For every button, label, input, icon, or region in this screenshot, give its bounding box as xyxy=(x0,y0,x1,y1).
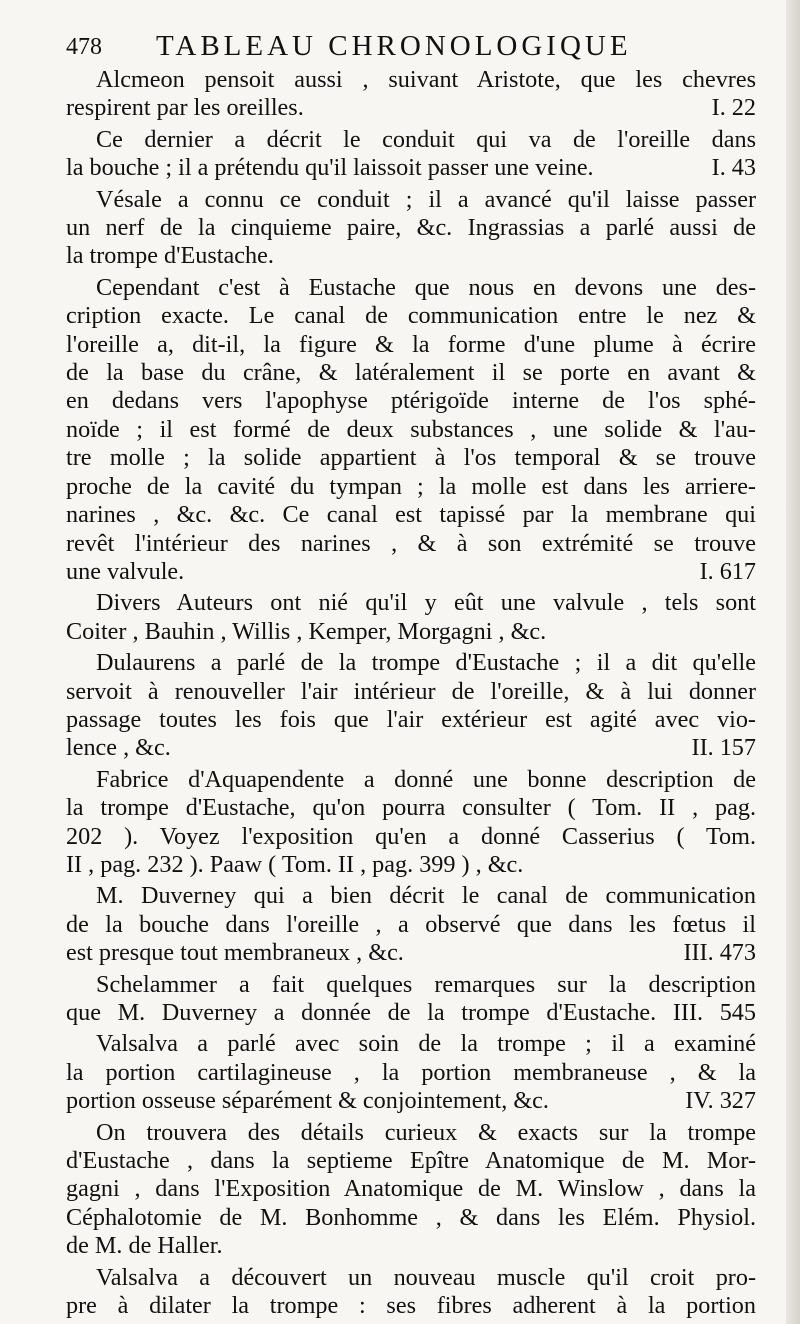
text-line: la portion cartilagineuse , la portion membraneuse , & la xyxy=(66,1058,756,1086)
text-line: Alcmeon pensoit aussi , suivant Aristote, que les chevres xyxy=(96,66,756,93)
text-line: 202 ). Voyez l'exposition qu'en a donné Casserius ( Tom. xyxy=(66,822,756,850)
text-line: un nerf de la cinquieme paire, &c. Ingrassias a parlé aussi de xyxy=(66,214,756,242)
paragraph xyxy=(66,186,756,271)
text-line: Vésale a connu ce conduit ; il a avancé qu'il laisse passer xyxy=(96,185,756,213)
text-line: d'Eustache , dans la septieme Epître Anatomique de M. Mor- xyxy=(66,1147,756,1175)
running-head xyxy=(66,30,756,68)
line-text: lence , &c. xyxy=(66,734,171,762)
paragraph xyxy=(66,274,756,586)
text-line: de M. de Haller. xyxy=(66,1232,223,1260)
text-line: Fabrice d'Aquapendente a donné une bonne description de xyxy=(96,765,756,793)
text-line: Divers Auteurs ont nié qu'il y eût une valvule , tels sont xyxy=(96,589,756,617)
volume-reference: II. 157 xyxy=(691,734,756,762)
line-text: est presque tout membraneux , &c. xyxy=(66,939,404,967)
text-line: cription exacte. Le canal de communication entre le nez & xyxy=(66,302,756,330)
text-line: la trompe d'Eustache, qu'on pourra consulter ( Tom. II , pag. xyxy=(66,794,756,822)
line-text: une valvule. xyxy=(66,557,185,585)
text-line xyxy=(66,734,756,762)
text-body xyxy=(66,66,756,1323)
text-line: narines , &c. &c. Ce canal est tapissé par la membrane qui xyxy=(66,501,756,529)
text-line: Ce dernier a décrit le conduit qui va de l'oreille dans xyxy=(96,125,756,153)
volume-reference: IV. 327 xyxy=(685,1087,756,1115)
volume-reference: I. 43 xyxy=(711,154,756,182)
text-line: passage toutes les fois que l'air extérieur est agité avec vio- xyxy=(66,705,756,733)
paragraph xyxy=(66,1030,756,1115)
text-line: revêt l'intérieur des narines , & à son extrémité se trouve xyxy=(66,529,756,557)
paragraph xyxy=(66,766,756,880)
line-text: la bouche ; il a prétendu qu'il laissoit passer une veine. xyxy=(66,154,594,182)
line-text: respirent par les oreilles. xyxy=(66,94,304,122)
text-line: tre molle ; la solide appartient à l'os temporal & se trouve xyxy=(66,444,756,472)
paragraph xyxy=(66,66,756,123)
text-line xyxy=(66,94,756,122)
running-title: TABLEAU CHRONOLOGIQUE xyxy=(156,30,632,62)
paragraph xyxy=(66,126,756,183)
volume-reference: III. 473 xyxy=(683,939,756,967)
text-line: servoit à renouveller l'air intérieur de l'oreille, & à lui donner xyxy=(66,677,756,705)
text-line: M. Duverney qui a bien décrit le canal de communication xyxy=(96,882,756,910)
text-line: II , pag. 232 ). Paaw ( Tom. II , pag. 399 ) , &c. xyxy=(66,850,524,878)
paragraph xyxy=(66,1264,756,1321)
text-line: de la base du crâne, & latéralement il se porte en avant & xyxy=(66,359,756,387)
text-line: noïde ; il est formé de deux substances , une solide & l'au- xyxy=(66,415,756,443)
text-line: en dedans vers l'apophyse ptérigoïde interne de l'os sphé- xyxy=(66,387,756,415)
paragraph xyxy=(66,971,756,1028)
text-line: Dulaurens a parlé de la trompe d'Eustache ; il a dit qu'elle xyxy=(96,649,756,677)
text-line: Schelammer a fait quelques remarques sur la description xyxy=(96,970,756,998)
page-number: 478 xyxy=(66,34,102,60)
paragraph xyxy=(66,649,756,763)
text-line: de la bouche dans l'oreille , a observé que dans les fœtus il xyxy=(66,910,756,938)
text-line: pre à dilater la trompe : ses fibres adherent à la portion xyxy=(66,1292,756,1320)
paragraph xyxy=(66,882,756,967)
text-line: Valsalva a parlé avec soin de la trompe ; il a examiné xyxy=(96,1030,756,1058)
text-line xyxy=(66,154,756,182)
text-line: l'oreille a, dit-il, la figure & la forme d'une plume à écrire xyxy=(66,330,756,358)
text-line xyxy=(66,558,756,586)
volume-reference: I. 617 xyxy=(699,557,756,585)
text-line: Valsalva a découvert un nouveau muscle qu'il croit pro- xyxy=(96,1263,756,1291)
volume-reference: I. 22 xyxy=(711,94,756,122)
paragraph xyxy=(66,589,756,646)
text-line: On trouvera des détails curieux & exacts sur la trompe xyxy=(96,1118,756,1146)
line-text: portion osseuse séparément & conjointement, &c. xyxy=(66,1087,549,1115)
text-line: gagni , dans l'Exposition Anatomique de M. Winslow , dans la xyxy=(66,1175,756,1203)
paragraph xyxy=(66,1119,756,1261)
text-line xyxy=(66,939,756,967)
page-edge-shadow xyxy=(786,0,800,1324)
text-line xyxy=(66,1087,756,1115)
text-line: Cependant c'est à Eustache que nous en devons une des- xyxy=(96,273,756,301)
text-line: Céphalotomie de M. Bonhomme , & dans les Elém. Physiol. xyxy=(66,1203,756,1231)
text-line: Coiter , Bauhin , Willis , Kemper, Morgagni , &c. xyxy=(66,617,547,645)
text-line: que M. Duverney a donnée de la trompe d'Eustache. III. 545 xyxy=(66,999,756,1026)
text-line: la trompe d'Eustache. xyxy=(66,242,274,270)
text-line: proche de la cavité du tympan ; la molle est dans les arriere- xyxy=(66,472,756,500)
